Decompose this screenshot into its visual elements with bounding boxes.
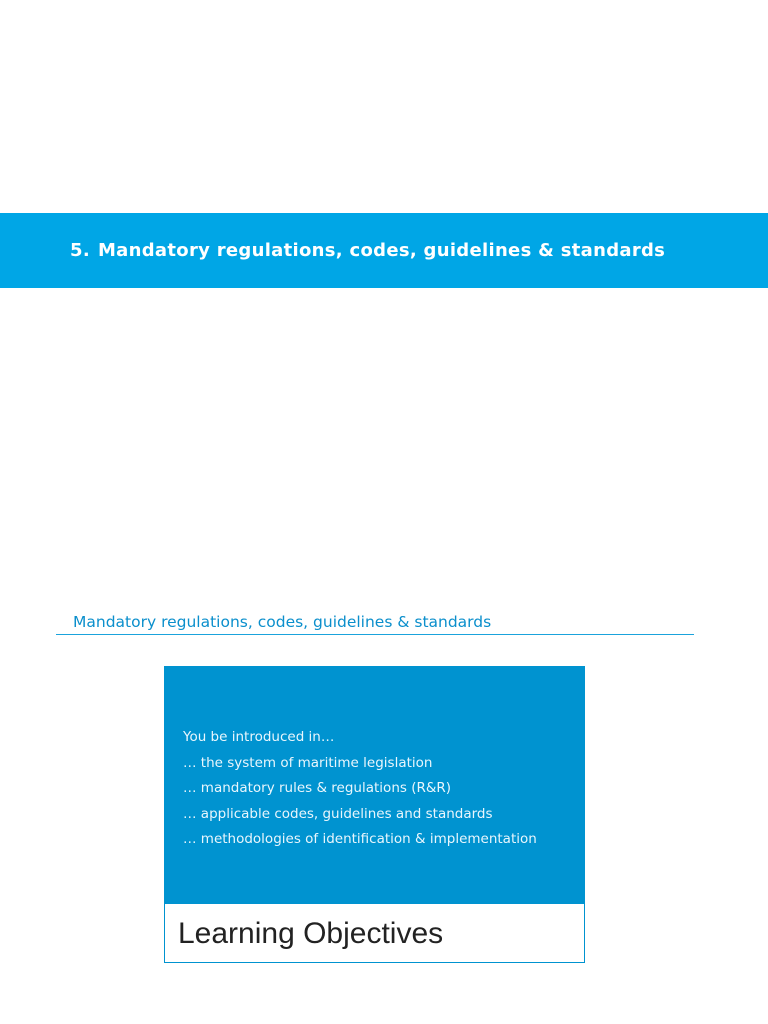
objectives-intro: You be introduced in… [183,729,335,745]
chapter-title [70,240,665,261]
objective-item: … methodologies of identification & implementation [183,831,537,847]
objective-item: … mandatory rules & regulations (R&R) [183,780,452,796]
objective-item: … the system of maritime legislation [183,754,433,771]
learning-objectives-title: Learning Objectives [178,917,444,950]
chapter-title-text: Mandatory regulations, codes, guidelines & standards [97,240,666,261]
learning-objectives-list [183,725,537,853]
objective-item: … applicable codes, guidelines and standards [183,805,493,822]
chapter-number: 5. [70,240,90,261]
learning-objectives-body [165,667,584,904]
section-divider [56,634,694,635]
chapter-banner [0,213,768,288]
learning-objectives-card [164,666,585,963]
section-heading: Mandatory regulations, codes, guidelines & standards [73,613,492,631]
